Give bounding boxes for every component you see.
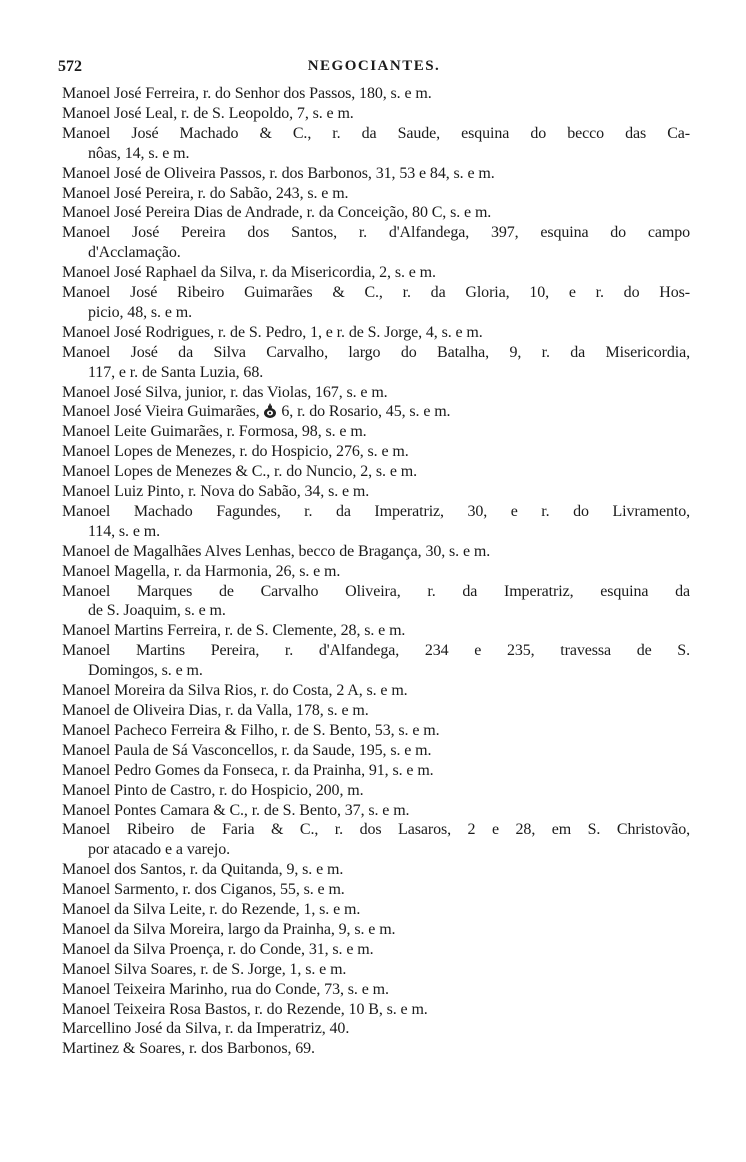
directory-entry <box>62 641 690 681</box>
directory-entry <box>62 900 690 920</box>
entry-line: Manoel José Silva, junior, r. das Violas, 167, s. e m. <box>62 383 388 401</box>
directory-entry <box>62 542 690 562</box>
directory-entry <box>62 203 690 223</box>
entry-line: Manoel dos Santos, r. da Quitanda, 9, s. e m. <box>62 861 344 879</box>
entry-line: Manoel de Magalhães Alves Lenhas, becco de Bragança, 30, s. e m. <box>62 542 491 560</box>
entry-line: Manoel Moreira da Silva Rios, r. do Costa, 2 A, s. e m. <box>62 682 408 700</box>
page-number: 572 <box>58 58 82 75</box>
entry-line: Manoel José Rodrigues, r. de S. Pedro, 1, e r. de S. Jorge, 4, s. e m. <box>62 323 483 341</box>
directory-entry <box>62 283 690 323</box>
directory-entry <box>62 124 690 164</box>
entry-line: Manoel Luiz Pinto, r. Nova do Sabão, 34, s. e m. <box>62 483 370 501</box>
entry-line: Manoel Paula de Sá Vasconcellos, r. da Saude, 195, s. e m. <box>62 741 432 759</box>
directory-entry <box>62 701 690 721</box>
entry-line: Manoel José Pereira Dias de Andrade, r. da Conceição, 80 C, s. e m. <box>62 204 492 222</box>
entry-line: Manoel Silva Soares, r. de S. Jorge, 1, s. e m. <box>62 960 347 978</box>
directory-entry <box>62 402 690 422</box>
entry-line: Manoel da Silva Moreira, largo da Prainha, 9, s. e m. <box>62 920 396 938</box>
entry-line: Manoel Pinto de Castro, r. do Hospicio, 200, m. <box>62 781 364 799</box>
directory-entry <box>62 164 690 184</box>
entry-line: Manoel Leite Guimarães, r. Formosa, 98, s. e m. <box>62 423 367 441</box>
directory-entry <box>62 223 690 263</box>
entry-line: Manoel da Silva Leite, r. do Rezende, 1, s. e m. <box>62 901 361 919</box>
directory-entry <box>62 323 690 343</box>
entry-continuation-line: de S. Joaquim, s. e m. <box>88 602 226 620</box>
directory-entry <box>62 184 690 204</box>
directory-entry <box>62 104 690 124</box>
entry-line: Manoel José Ribeiro Guimarães & C., r. da Gloria, 10, e r. do Hos- <box>62 284 690 302</box>
directory-entry <box>62 442 690 462</box>
entry-line: Manoel Teixeira Marinho, rua do Conde, 73, s. e m. <box>62 980 389 998</box>
entry-continuation-line: 117, e r. de Santa Luzia, 68. <box>88 363 264 381</box>
entry-line: Manoel José Pereira, r. do Sabão, 243, s. e m. <box>62 184 349 202</box>
entry-line: Manoel José Ferreira, r. do Senhor dos Passos, 180, s. e m. <box>62 85 432 102</box>
entry-line: Manoel José Pereira dos Santos, r. d'Alfandega, 397, esquina do campo <box>62 224 690 242</box>
entry-line: Manoel Lopes de Menezes & C., r. do Nuncio, 2, s. e m. <box>62 463 417 481</box>
entry-line: Manoel José Leal, r. de S. Leopoldo, 7, s. e m. <box>62 104 354 122</box>
directory-entry <box>62 1019 690 1039</box>
directory-entry <box>62 761 690 781</box>
directory-entry <box>62 741 690 761</box>
entry-line: Manoel de Oliveira Dias, r. da Valla, 178, s. e m. <box>62 701 369 719</box>
directory-entry <box>62 681 690 701</box>
entry-continuation-line: nôas, 14, s. e m. <box>88 144 190 162</box>
imperial-emblem-icon <box>263 403 277 418</box>
directory-entry <box>62 1039 690 1059</box>
directory-entry <box>62 801 690 821</box>
directory-entry <box>62 263 690 283</box>
running-title: NEGOCIANTES. <box>307 58 441 74</box>
directory-entry <box>62 582 690 622</box>
entry-line: Manoel Pontes Camara & C., r. de S. Bento, 37, s. e m. <box>62 801 410 819</box>
entry-line: Martinez & Soares, r. dos Barbonos, 69. <box>62 1040 315 1058</box>
entry-line: Manoel Machado Fagundes, r. da Imperatriz, 30, e r. do Livramento, <box>62 502 690 520</box>
directory-entry <box>62 940 690 960</box>
directory-entry <box>62 482 690 502</box>
directory-entry <box>62 462 690 482</box>
directory-entry <box>62 343 690 383</box>
directory-entry <box>62 621 690 641</box>
directory-entry <box>62 880 690 900</box>
entry-line: Manoel da Silva Proença, r. do Conde, 31, s. e m. <box>62 940 374 958</box>
entry-line: Manoel Marques de Carvalho Oliveira, r. da Imperatriz, esquina da <box>62 582 690 600</box>
entry-line: Manoel Pedro Gomes da Fonseca, r. da Prainha, 91, s. e m. <box>62 761 434 779</box>
page-header <box>58 58 690 80</box>
entry-line: Manoel Lopes de Menezes, r. do Hospicio, 276, s. e m. <box>62 443 409 461</box>
entry-line: Manoel José Machado & C., r. da Saude, esquina do becco das Ca- <box>62 124 690 142</box>
entry-continuation-line: por atacado e a varejo. <box>88 841 231 859</box>
entry-continuation-line: picio, 48, s. e m. <box>88 303 192 321</box>
directory-entry <box>62 980 690 1000</box>
directory-entry <box>62 960 690 980</box>
entry-line <box>62 402 690 422</box>
entry-line: Manoel Sarmento, r. dos Ciganos, 55, s. e m. <box>62 881 345 899</box>
directory-entry <box>62 920 690 940</box>
entry-line: Manoel Pacheco Ferreira & Filho, r. de S. Bento, 53, s. e m. <box>62 721 440 739</box>
entry-continuation-line: Domingos, s. e m. <box>88 662 203 680</box>
directory-entry <box>62 562 690 582</box>
directory-entry <box>62 721 690 741</box>
entry-line: Marcellino José da Silva, r. da Imperatriz, 40. <box>62 1020 350 1038</box>
entry-line: Manoel Magella, r. da Harmonia, 26, s. e m. <box>62 562 341 580</box>
directory-entry <box>62 502 690 542</box>
directory-entry <box>62 422 690 442</box>
entry-line: Manoel Martins Ferreira, r. de S. Clemente, 28, s. e m. <box>62 622 406 640</box>
entry-text: 6, r. do Rosario, 45, s. e m. <box>277 403 451 421</box>
entry-line: Manoel José da Silva Carvalho, largo do Batalha, 9, r. da Misericordia, <box>62 343 690 361</box>
directory-entry <box>62 820 690 860</box>
merchant-directory-list <box>62 84 690 1059</box>
entry-continuation-line: 114, s. e m. <box>88 522 160 540</box>
directory-entry <box>62 1000 690 1020</box>
entry-text: Manoel José Vieira Guimarães, <box>62 403 264 421</box>
directory-entry <box>62 860 690 880</box>
entry-line: Manoel Teixeira Rosa Bastos, r. do Rezende, 10 B, s. e m. <box>62 1000 428 1018</box>
entry-line: Manoel Ribeiro de Faria & C., r. dos Lasaros, 2 e 28, em S. Christovão, <box>62 821 690 839</box>
directory-entry <box>62 383 690 403</box>
directory-entry <box>62 781 690 801</box>
entry-line: Manoel Martins Pereira, r. d'Alfandega, 234 e 235, travessa de S. <box>62 642 690 660</box>
entry-line: Manoel José Raphael da Silva, r. da Misericordia, 2, s. e m. <box>62 264 436 282</box>
directory-entry <box>62 84 690 104</box>
entry-line: Manoel José de Oliveira Passos, r. dos Barbonos, 31, 53 e 84, s. e m. <box>62 164 495 182</box>
entry-continuation-line: d'Acclamação. <box>88 244 181 262</box>
